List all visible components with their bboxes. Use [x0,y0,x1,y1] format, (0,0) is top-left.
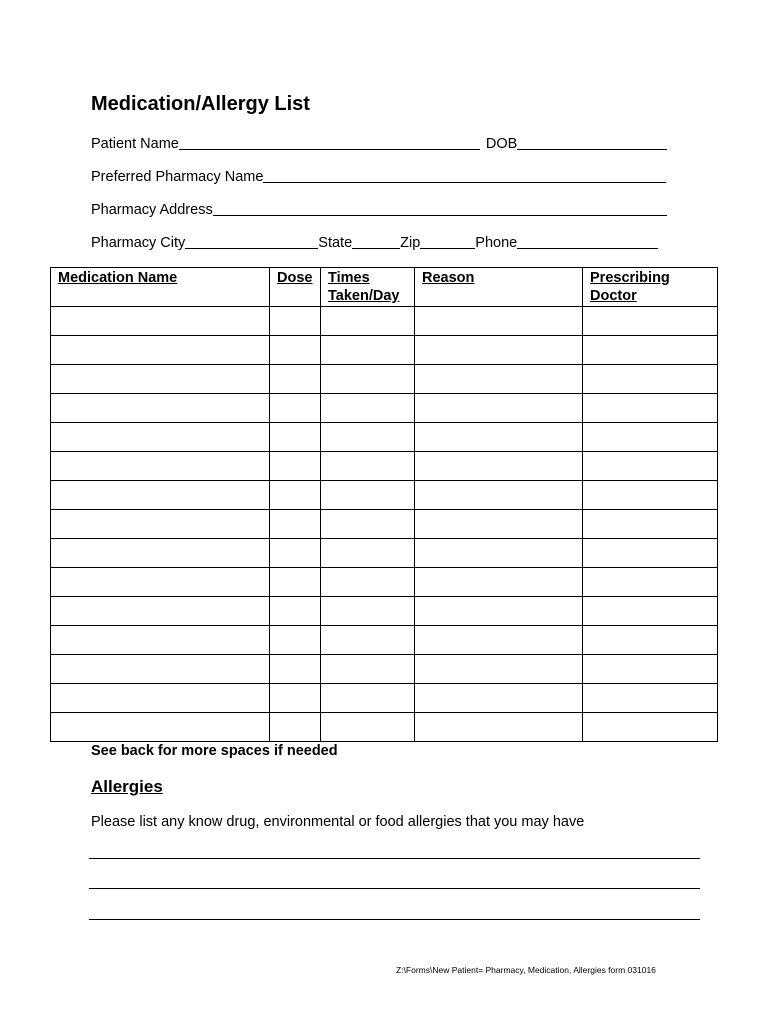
medication-name-header: Medication Name [51,268,270,307]
phone-field[interactable] [517,234,658,249]
dose-cell[interactable] [270,597,321,626]
footer-file-path: Z:\Forms\New Patient= Pharmacy, Medication, Allergies form 031016 [396,965,656,975]
table-row [51,481,718,510]
prescribing-doctor-cell[interactable] [583,307,718,336]
dose-cell[interactable] [270,423,321,452]
table-row [51,307,718,336]
medication-name-cell[interactable] [51,394,270,423]
reason-cell[interactable] [415,336,583,365]
reason-cell[interactable] [415,365,583,394]
allergy-line-2[interactable] [89,888,700,889]
table-row [51,365,718,394]
medication-name-cell[interactable] [51,452,270,481]
medication-name-cell[interactable] [51,655,270,684]
times-taken-cell[interactable] [321,713,415,742]
times-taken-cell[interactable] [321,684,415,713]
prescribing-doctor-cell[interactable] [583,452,718,481]
dose-cell[interactable] [270,626,321,655]
dose-cell[interactable] [270,452,321,481]
table-row [51,568,718,597]
medication-name-cell[interactable] [51,568,270,597]
patient-name-label: Patient Name [91,136,179,152]
prescribing-doctor-cell[interactable] [583,539,718,568]
dob-label: DOB [485,136,518,152]
patient-info-row [91,135,667,152]
reason-cell[interactable] [415,655,583,684]
pharmacy-city-field[interactable] [185,234,318,249]
phone-label: Phone [475,235,518,251]
reason-cell[interactable] [415,452,583,481]
table-row [51,655,718,684]
times-taken-cell[interactable] [321,365,415,394]
dose-cell[interactable] [270,394,321,423]
pharmacy-city-row [91,234,658,251]
allergies-instructions: Please list any know drug, environmental or food allergies that you may have [91,814,585,830]
medication-name-cell[interactable] [51,336,270,365]
times-taken-cell[interactable] [321,539,415,568]
table-row [51,452,718,481]
times-taken-cell[interactable] [321,452,415,481]
times-taken-cell[interactable] [321,307,415,336]
pharmacy-address-field[interactable] [213,201,667,216]
table-row [51,539,718,568]
times-taken-cell[interactable] [321,423,415,452]
prescribing-doctor-cell[interactable] [583,423,718,452]
reason-cell[interactable] [415,539,583,568]
prescribing-doctor-cell[interactable] [583,481,718,510]
allergies-heading: Allergies [91,777,163,796]
medication-name-cell[interactable] [51,684,270,713]
prescribing-doctor-cell[interactable] [583,655,718,684]
table-row [51,626,718,655]
prescribing-doctor-cell[interactable] [583,597,718,626]
see-back-note: See back for more spaces if needed [91,743,338,759]
times-taken-cell[interactable] [321,655,415,684]
pharmacy-name-field[interactable] [263,168,666,183]
allergy-line-1[interactable] [89,858,700,859]
reason-cell[interactable] [415,713,583,742]
dose-cell[interactable] [270,307,321,336]
medication-name-cell[interactable] [51,713,270,742]
dose-cell[interactable] [270,365,321,394]
patient-name-field[interactable] [179,135,480,150]
table-row [51,597,718,626]
dose-cell[interactable] [270,481,321,510]
medication-name-cell[interactable] [51,510,270,539]
zip-field[interactable] [420,234,475,249]
dose-header: Dose [270,268,321,307]
pharmacy-city-label: Pharmacy City [91,235,186,251]
prescribing-doctor-cell[interactable] [583,568,718,597]
prescribing-doctor-cell[interactable] [583,713,718,742]
table-row [51,394,718,423]
zip-label: Zip [400,235,421,251]
pharmacy-name-row [91,168,666,185]
times-taken-cell[interactable] [321,336,415,365]
dose-cell[interactable] [270,336,321,365]
table-row [51,684,718,713]
prescribing-doctor-cell[interactable] [583,365,718,394]
times-taken-cell[interactable] [321,510,415,539]
medication-name-cell[interactable] [51,307,270,336]
dose-cell[interactable] [270,510,321,539]
reason-cell[interactable] [415,684,583,713]
pharmacy-address-row [91,201,667,218]
reason-cell[interactable] [415,568,583,597]
reason-cell[interactable] [415,394,583,423]
table-row [51,713,718,742]
prescribing-doctor-header: Prescribing Doctor [583,268,718,307]
prescribing-doctor-cell[interactable] [583,510,718,539]
reason-cell[interactable] [415,423,583,452]
times-taken-cell[interactable] [321,394,415,423]
dose-cell[interactable] [270,655,321,684]
allergy-line-3[interactable] [89,919,700,920]
times-taken-cell[interactable] [321,568,415,597]
times-taken-cell[interactable] [321,597,415,626]
state-label: State [318,235,353,251]
prescribing-doctor-cell[interactable] [583,336,718,365]
dose-cell[interactable] [270,539,321,568]
reason-cell[interactable] [415,597,583,626]
medication-name-cell[interactable] [51,365,270,394]
prescribing-doctor-cell[interactable] [583,684,718,713]
dose-cell[interactable] [270,713,321,742]
times-taken-header: Times Taken/Day [321,268,415,307]
reason-cell[interactable] [415,307,583,336]
times-taken-cell[interactable] [321,626,415,655]
reason-header: Reason [415,268,583,307]
pharmacy-address-label: Pharmacy Address [91,202,213,218]
pharmacy-name-label: Preferred Pharmacy Name [91,169,264,185]
medication-name-cell[interactable] [51,626,270,655]
dose-cell[interactable] [270,684,321,713]
prescribing-doctor-cell[interactable] [583,394,718,423]
reason-cell[interactable] [415,626,583,655]
table-row [51,510,718,539]
medication-name-cell[interactable] [51,597,270,626]
reason-cell[interactable] [415,510,583,539]
form-title: Medication/Allergy List [91,93,310,115]
medication-name-cell[interactable] [51,539,270,568]
medication-table [50,267,718,742]
prescribing-doctor-cell[interactable] [583,626,718,655]
table-row [51,336,718,365]
dob-field[interactable] [517,135,667,150]
medication-name-cell[interactable] [51,481,270,510]
medication-name-cell[interactable] [51,423,270,452]
table-row [51,423,718,452]
times-taken-cell[interactable] [321,481,415,510]
reason-cell[interactable] [415,481,583,510]
table-header-row [51,268,718,307]
state-field[interactable] [352,234,400,249]
dose-cell[interactable] [270,568,321,597]
